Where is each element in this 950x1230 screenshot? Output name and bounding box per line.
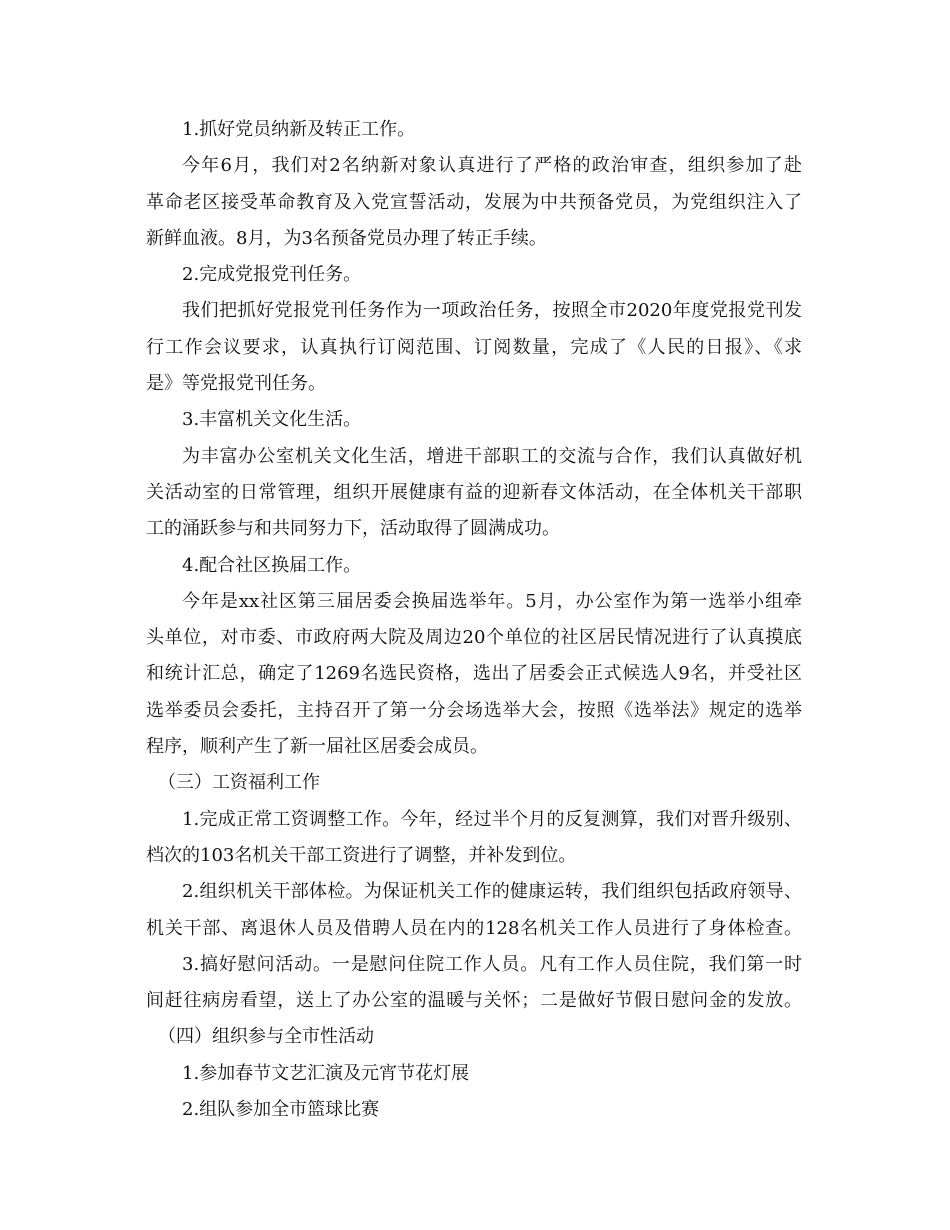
paragraph-line: 关活动室的日常管理，组织开展健康有益的迎新春文体活动，在全体机关干部职 — [146, 481, 802, 503]
paragraph-line: 今年是xx社区第三届居委会换届选举年。5月，办公室作为第一选举小组牵 — [182, 590, 802, 612]
paragraph-line: 为丰富办公室机关文化生活，增进干部职工的交流与合作，我们认真做好机 — [182, 445, 802, 467]
paragraph-line: 我们把抓好党报党刊任务作为一项政治任务，按照全市2020年度党报党刊发 — [182, 300, 802, 322]
paragraph-line: 革命老区接受革命教育及入党宣誓活动，发展为中共预备党员，为党组织注入了 — [146, 191, 802, 213]
paragraph-line: 档次的103名机关干部工资进行了调整，并补发到位。 — [146, 844, 577, 866]
paragraph-line: 今年6月，我们对2名纳新对象认真进行了严格的政治审查，组织参加了赴 — [182, 155, 802, 177]
paragraph-line: 3.搞好慰问活动。一是慰问住院工作人员。凡有工作人员住院，我们第一时 — [182, 953, 802, 975]
paragraph-line: 2.组织机关干部体检。为保证机关工作的健康运转，我们组织包括政府领导、 — [182, 881, 802, 903]
item-heading: 4.配合社区换届工作。 — [182, 554, 362, 576]
paragraph-line: 选举委员会委托，主持召开了第一分会场选举大会，按照《选举法》规定的选举 — [146, 699, 802, 721]
section-heading: （四）组织参与全市性活动 — [158, 1026, 374, 1048]
paragraph-line: 机关干部、离退休人员及借聘人员在内的128名机关工作人员进行了身体检查。 — [146, 917, 802, 939]
paragraph-line: 和统计汇总，确定了1269名选民资格，选出了居委会正式候选人9名，并受社区 — [146, 663, 802, 685]
item-heading: 3.丰富机关文化生活。 — [182, 409, 362, 431]
paragraph-line: 程序，顺利产生了新一届社区居委会成员。 — [146, 736, 488, 758]
paragraph-line: 头单位，对市委、市政府两大院及周边20个单位的社区居民情况进行了认真摸底 — [146, 627, 802, 649]
item-heading: 1.参加春节文艺汇演及元宵节花灯展 — [182, 1062, 470, 1084]
paragraph-line: 工的涌跃参与和共同努力下，活动取得了圆满成功。 — [146, 518, 560, 540]
section-heading: （三）工资福利工作 — [158, 772, 320, 794]
body-text — [146, 112, 802, 1128]
paragraph-line: 1.完成正常工资调整工作。今年，经过半个月的反复测算，我们对晋升级别、 — [182, 808, 802, 830]
paragraph-line: 是》等党报党刊任务。 — [146, 373, 326, 395]
paragraph-line: 行工作会议要求，认真执行订阅范围、订阅数量，完成了《人民的日报》、《求 — [146, 336, 802, 358]
paragraph-line: 间赶往病房看望，送上了办公室的温暖与关怀；二是做好节假日慰问金的发放。 — [146, 990, 802, 1012]
item-heading: 1.抓好党员纳新及转正工作。 — [182, 119, 416, 140]
paragraph-line: 新鲜血液。8月，为3名预备党员办理了转正手续。 — [146, 227, 547, 249]
item-heading: 2.组队参加全市篮球比赛 — [182, 1099, 380, 1121]
item-heading: 2.完成党报党刊任务。 — [182, 264, 362, 286]
